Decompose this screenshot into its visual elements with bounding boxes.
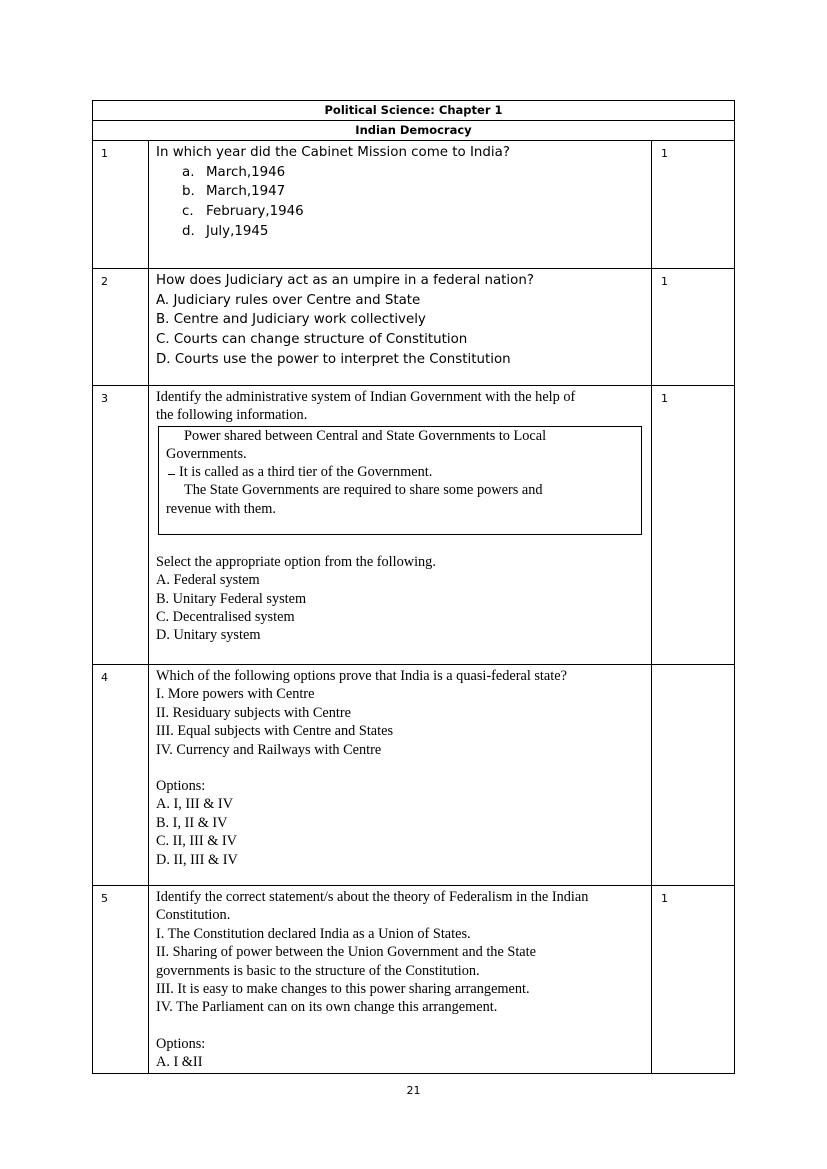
question-text: How does Judiciary act as an umpire in a federal nation? (156, 273, 534, 288)
option-item: D. Unitary system (156, 627, 261, 644)
option-item: C. II, III & IV (156, 833, 237, 850)
question-number: 4 (93, 665, 149, 885)
question-text: Constitution. (156, 907, 231, 924)
option-item: c. February,1946 (182, 204, 304, 220)
info-line: The State Governments are required to share some powers and (184, 482, 543, 499)
info-line: revenue with them. (166, 500, 276, 517)
question-body (149, 665, 652, 885)
question-text: the following information. (156, 407, 308, 424)
options-heading: Options: (156, 778, 206, 795)
question-marks (652, 665, 734, 885)
question-table (92, 100, 735, 1074)
question-marks: 1 (661, 892, 668, 905)
option-item: A. Judiciary rules over Centre and State (156, 292, 421, 308)
question-body (149, 386, 652, 664)
option-item: B. I, II & IV (156, 814, 228, 831)
question-row-2 (93, 269, 734, 386)
question-text: Which of the following options prove that India is a quasi-federal state? (156, 668, 567, 684)
statement-item: governments is basic to the structure of the Constitution. (156, 962, 480, 979)
statement-item: II. Residuary subjects with Centre (156, 704, 351, 721)
option-item: d. July,1945 (182, 223, 269, 239)
bullet-icon (168, 474, 175, 475)
statement-item: IV. The Parliament can on its own change this arrangement. (156, 999, 498, 1016)
question-text: In which year did the Cabinet Mission come to India? (156, 145, 510, 160)
question-number: 1 (93, 141, 149, 268)
question-row-5 (93, 886, 734, 1073)
statement-item: II. Sharing of power between the Union Government and the State (156, 944, 536, 961)
question-marks: 1 (661, 275, 668, 288)
option-item: b. March,1947 (182, 184, 286, 200)
question-row-3 (93, 386, 734, 665)
option-item: A. I, III & IV (156, 796, 234, 813)
option-item: a. March,1946 (182, 164, 286, 180)
option-item: A. I &II (156, 1054, 203, 1071)
option-item: C. Courts can change structure of Constitution (156, 332, 468, 348)
statement-item: III. It is easy to make changes to this power sharing arrangement. (156, 981, 530, 998)
question-marks: 1 (661, 392, 668, 405)
question-marks: 1 (661, 147, 668, 160)
option-item: B. Unitary Federal system (156, 590, 307, 607)
statement-item: III. Equal subjects with Centre and States (156, 723, 394, 740)
question-number: 2 (93, 269, 149, 385)
statement-item: I. The Constitution declared India as a Union of States. (156, 925, 471, 942)
info-box (158, 426, 642, 535)
question-number: 3 (93, 386, 149, 664)
question-number: 5 (93, 886, 149, 1073)
page-number: 21 (406, 1084, 421, 1097)
question-body (149, 886, 652, 1073)
info-line: Governments. (166, 446, 247, 463)
question-body (149, 269, 652, 385)
question-text: Identify the administrative system of Indian Government with the help of (156, 389, 576, 405)
option-item: B. Centre and Judiciary work collectively (156, 312, 426, 328)
options-heading: Options: (156, 1035, 206, 1052)
option-item: A. Federal system (156, 572, 260, 589)
chapter-title: Political Science: Chapter 1 (93, 101, 734, 121)
question-prompt: Select the appropriate option from the following. (156, 553, 436, 570)
info-line: Power shared between Central and State Governments to Local (184, 427, 547, 444)
subject-title: Indian Democracy (93, 121, 734, 141)
question-text: Identify the correct statement/s about the theory of Federalism in the Indian (156, 889, 589, 905)
option-item: D. Courts use the power to interpret the Constitution (156, 351, 511, 367)
question-body (149, 141, 652, 268)
option-item: C. Decentralised system (156, 609, 295, 626)
option-item: D. II, III & IV (156, 851, 238, 868)
question-row-1 (93, 141, 734, 269)
statement-item: I. More powers with Centre (156, 686, 315, 703)
option-list (182, 163, 645, 242)
statement-item: IV. Currency and Railways with Centre (156, 741, 382, 758)
question-row-4 (93, 665, 734, 886)
info-line-bulleted: It is called as a third tier of the Government. (166, 463, 641, 481)
